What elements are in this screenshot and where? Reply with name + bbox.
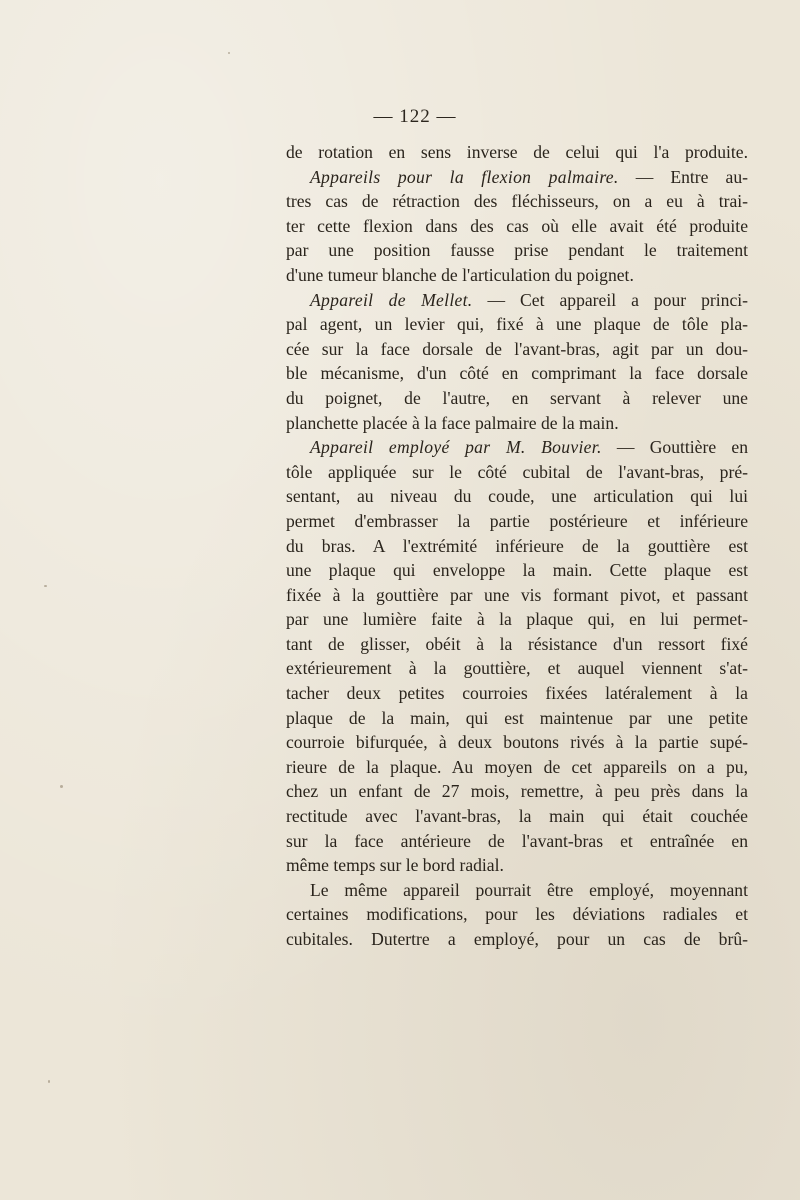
paper-speck	[48, 1080, 50, 1083]
page-number: — 122 —	[373, 106, 457, 127]
text-line	[286, 509, 748, 534]
line-text: par une lumière faite à la plaque qui, en lui permet-	[286, 609, 748, 630]
text-line	[286, 263, 748, 288]
text-line	[286, 755, 748, 780]
text-line	[286, 189, 748, 214]
text-line	[286, 583, 748, 608]
text-line	[286, 558, 748, 583]
line-text: tant de glisser, obéit à la résistance d'un ressort fixé	[286, 633, 748, 654]
paper-speck	[44, 585, 47, 587]
text-line	[286, 706, 748, 731]
line-text: pal agent, un levier qui, fixé à une plaque de tôle pla-	[286, 314, 748, 335]
body-text	[286, 140, 748, 952]
line-text: tres cas de rétraction des fléchisseurs, on a eu à trai-	[286, 191, 748, 212]
line-text: — Gouttière en	[601, 437, 748, 458]
paper-speck	[60, 785, 63, 788]
text-line	[286, 681, 748, 706]
text-line	[286, 288, 748, 313]
line-text: chez un enfant de 27 mois, remettre, à peu près dans la	[286, 781, 748, 802]
text-line	[286, 730, 748, 755]
text-line	[286, 214, 748, 239]
text-line	[286, 484, 748, 509]
line-text: courroie bifurquée, à deux boutons rivés à la partie supé-	[286, 732, 748, 753]
line-text: permet d'embrasser la partie postérieure et inférieure	[286, 510, 748, 531]
line-text: — Cet appareil a pour princi-	[472, 289, 748, 310]
line-text: cée sur la face dorsale de l'avant-bras, agit par un dou-	[286, 338, 748, 359]
text-line	[286, 632, 748, 657]
section-heading: Appareil employé par M. Bouvier.	[310, 437, 602, 458]
line-text: tôle appliquée sur le côté cubital de l'avant-bras, pré-	[286, 461, 748, 482]
text-line	[286, 804, 748, 829]
line-text: Le même appareil pourrait être employé, moyennant	[310, 879, 748, 900]
line-text: plaque de la main, qui est maintenue par une petite	[286, 707, 748, 728]
text-line	[286, 607, 748, 632]
text-line	[286, 460, 748, 485]
section-heading: Appareil de Mellet.	[310, 289, 473, 310]
text-line	[286, 238, 748, 263]
text-line	[286, 853, 748, 878]
paper-speck	[228, 52, 230, 54]
line-text: extérieurement à la gouttière, et auquel viennent s'at-	[286, 658, 748, 679]
text-line	[286, 386, 748, 411]
line-text: rectitude avec l'avant-bras, la main qui était couchée	[286, 806, 748, 827]
line-text: du poignet, de l'autre, en servant à relever une	[286, 387, 748, 408]
line-text: du bras. A l'extrémité inférieure de la gouttière est	[286, 535, 748, 556]
line-text: rieure de la plaque. Au moyen de cet appareils on a pu,	[286, 756, 748, 777]
text-line	[286, 140, 748, 165]
text-line	[286, 534, 748, 559]
line-text: fixée à la gouttière par une vis formant pivot, et passant	[286, 584, 748, 605]
text-line	[286, 878, 748, 903]
line-text: ter cette flexion dans des cas où elle avait été produite	[286, 215, 748, 236]
line-text: de rotation en sens inverse de celui qui l'a produite.	[286, 142, 748, 162]
text-line	[286, 165, 748, 190]
text-line	[286, 927, 748, 952]
text-line	[286, 312, 748, 337]
line-text: sur la face antérieure de l'avant-bras et entraînée en	[286, 830, 748, 851]
text-line	[286, 361, 748, 386]
line-text: ble mécanisme, d'un côté en comprimant la face dorsale	[286, 363, 748, 384]
section-heading: Appareils pour la flexion palmaire.	[310, 166, 619, 187]
line-text: certaines modifications, pour les déviations radiales et	[286, 904, 748, 925]
line-text: par une position fausse prise pendant le traitement	[286, 240, 748, 261]
text-line	[286, 902, 748, 927]
text-line	[286, 337, 748, 362]
line-text: tacher deux petites courroies fixées latéralement à la	[286, 683, 748, 704]
line-text: cubitales. Dutertre a employé, pour un cas de brû-	[286, 929, 748, 949]
text-line	[286, 411, 748, 436]
text-line	[286, 656, 748, 681]
line-text: une plaque qui enveloppe la main. Cette plaque est	[286, 560, 748, 581]
text-line	[286, 779, 748, 804]
line-text: planchette placée à la face palmaire de la main.	[286, 412, 619, 433]
line-text: d'une tumeur blanche de l'articulation du poignet.	[286, 264, 634, 285]
line-text: — Entre au-	[618, 166, 748, 187]
line-text: sentant, au niveau du coude, une articulation qui lui	[286, 486, 748, 507]
text-line	[286, 435, 748, 460]
line-text: même temps sur le bord radial.	[286, 855, 504, 876]
text-line	[286, 829, 748, 854]
